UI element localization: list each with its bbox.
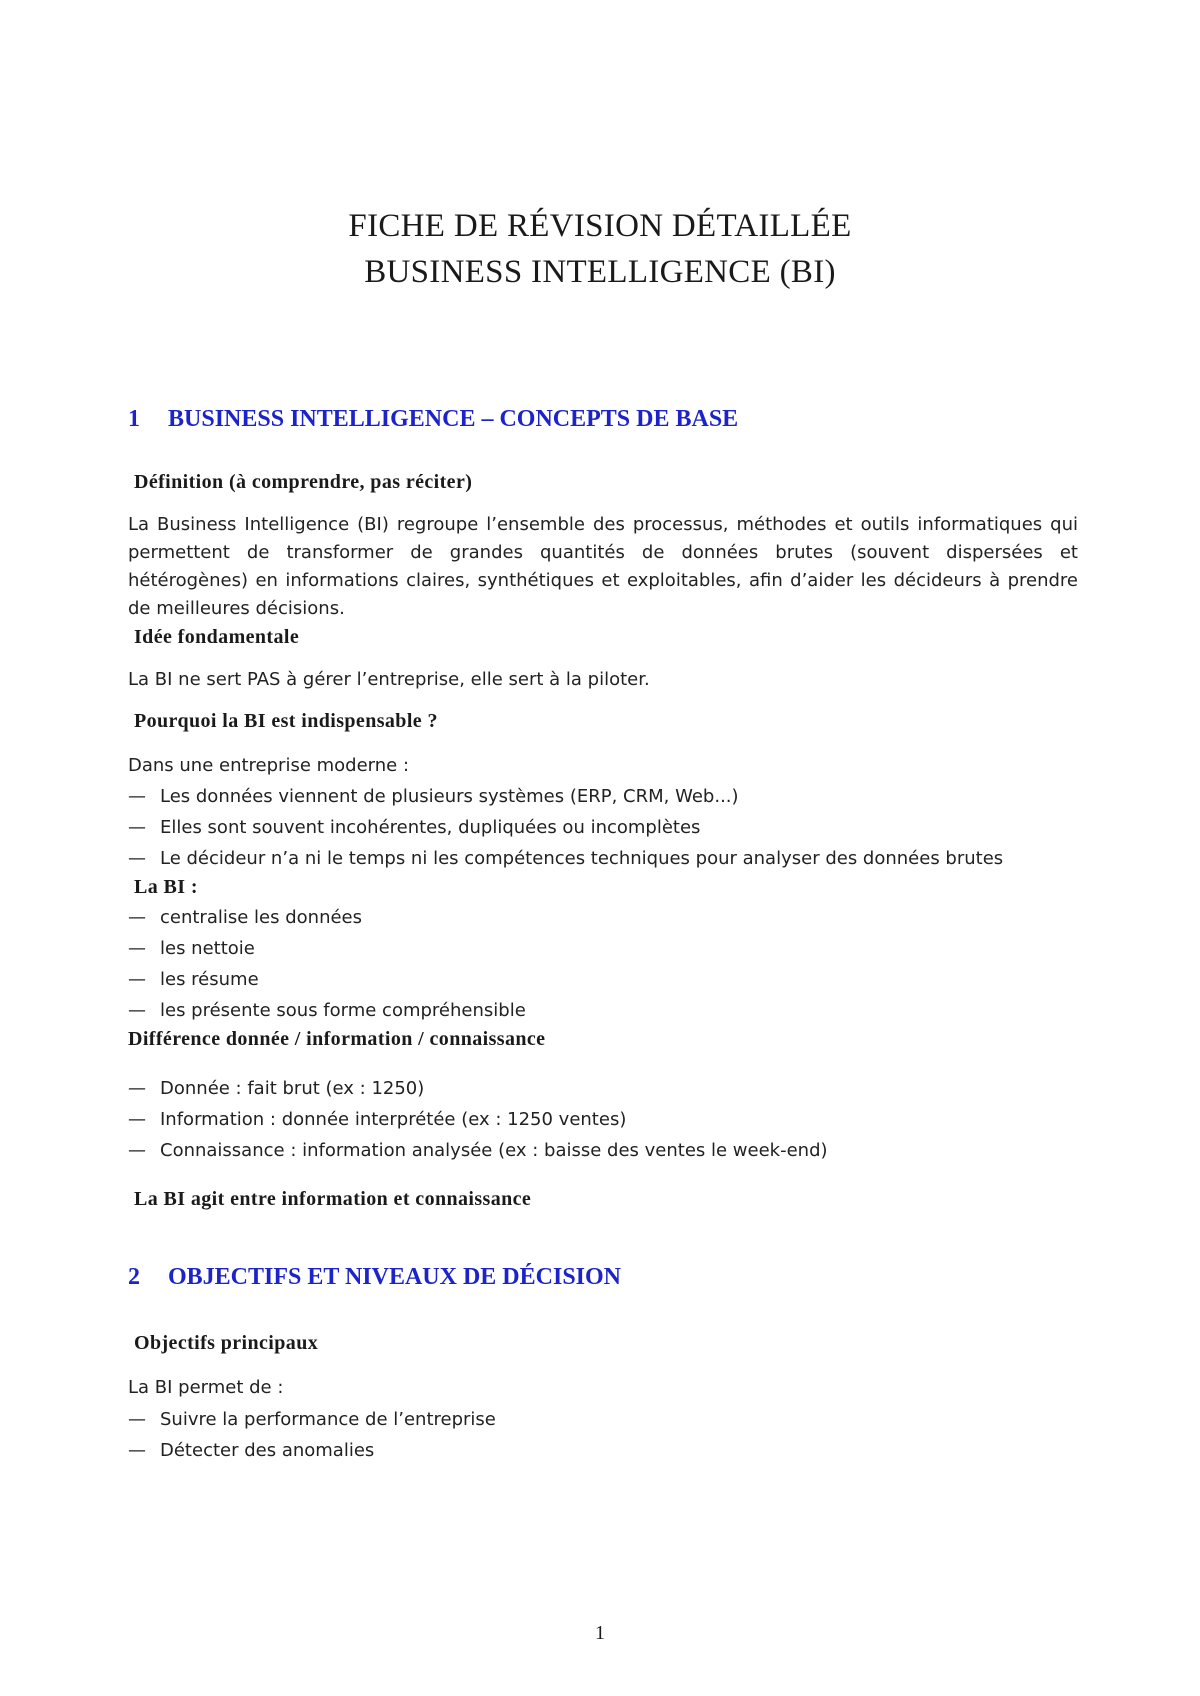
title-line-1: FICHE DE RÉVISION DÉTAILLÉE xyxy=(348,208,852,244)
definition-heading: Définition (à comprendre, pas réciter) xyxy=(134,471,473,493)
section-2-title: OBJECTIFS ET NIVEAUX DE DÉCISION xyxy=(168,1264,621,1290)
list-item: — Information : donnée interprétée (ex : 1250 ventes) xyxy=(128,1109,627,1130)
dash-bullet: — xyxy=(128,817,146,838)
dash-bullet: — xyxy=(128,907,146,928)
section-1-number: 1 xyxy=(128,406,140,432)
section-2-heading xyxy=(128,1264,621,1291)
idea-text: La BI ne sert PAS à gérer l’entreprise, elle sert à la piloter. xyxy=(128,669,650,690)
why-heading: Pourquoi la BI est indispensable ? xyxy=(134,710,438,732)
dash-bullet: — xyxy=(128,1140,146,1161)
section-2-number: 2 xyxy=(128,1264,140,1290)
title-line-2: BUSINESS INTELLIGENCE (BI) xyxy=(364,254,836,290)
dash-bullet: — xyxy=(128,1440,146,1461)
why-intro: Dans une entreprise moderne : xyxy=(128,755,410,776)
dash-bullet: — xyxy=(128,938,146,959)
dash-bullet: — xyxy=(128,1409,146,1430)
page-number: 1 xyxy=(595,1622,605,1644)
list-item: — Le décideur n’a ni le temps ni les compétences techniques pour analyser des données brutes xyxy=(128,848,1004,869)
list-item: — Détecter des anomalies xyxy=(128,1440,375,1461)
objectives-heading: Objectifs principaux xyxy=(134,1332,319,1354)
dash-bullet: — xyxy=(128,1000,146,1021)
dash-bullet: — xyxy=(128,1078,146,1099)
dash-bullet: — xyxy=(128,1109,146,1130)
list-item: — Les données viennent de plusieurs systèmes (ERP, CRM, Web...) xyxy=(128,786,739,807)
list-item: — Elles sont souvent incohérentes, dupliquées ou incomplètes xyxy=(128,817,701,838)
list-item: — les présente sous forme compréhensible xyxy=(128,1000,526,1021)
section-1-heading xyxy=(128,406,738,433)
bi-heading: La BI : xyxy=(134,876,198,898)
conclusion-heading: La BI agit entre information et connaissance xyxy=(134,1188,532,1210)
document-title xyxy=(0,203,1200,295)
dash-bullet: — xyxy=(128,848,146,869)
difference-heading: Différence donnée / information / connaissance xyxy=(128,1028,546,1050)
list-item: — Donnée : fait brut (ex : 1250) xyxy=(128,1078,425,1099)
dash-bullet: — xyxy=(128,969,146,990)
definition-paragraph: La Business Intelligence (BI) regroupe l’ensemble des processus, méthodes et outils informatiques qui permettent de transformer de grandes quantités de données brutes (souvent dispersées et hétérogènes) en informations claires, synthétiques et exploitables, afin d’aider les décideurs à prendre de meilleures décisions. xyxy=(128,514,1078,619)
list-item: — les résume xyxy=(128,969,259,990)
section-1-title: BUSINESS INTELLIGENCE – CONCEPTS DE BASE xyxy=(168,406,739,432)
list-item: — les nettoie xyxy=(128,938,255,959)
objectives-intro: La BI permet de : xyxy=(128,1377,284,1398)
idea-heading: Idée fondamentale xyxy=(134,626,300,648)
list-item: — Suivre la performance de l’entreprise xyxy=(128,1409,496,1430)
dash-bullet: — xyxy=(128,786,146,807)
list-item: — centralise les données xyxy=(128,907,362,928)
list-item: — Connaissance : information analysée (ex : baisse des ventes le week-end) xyxy=(128,1140,828,1161)
